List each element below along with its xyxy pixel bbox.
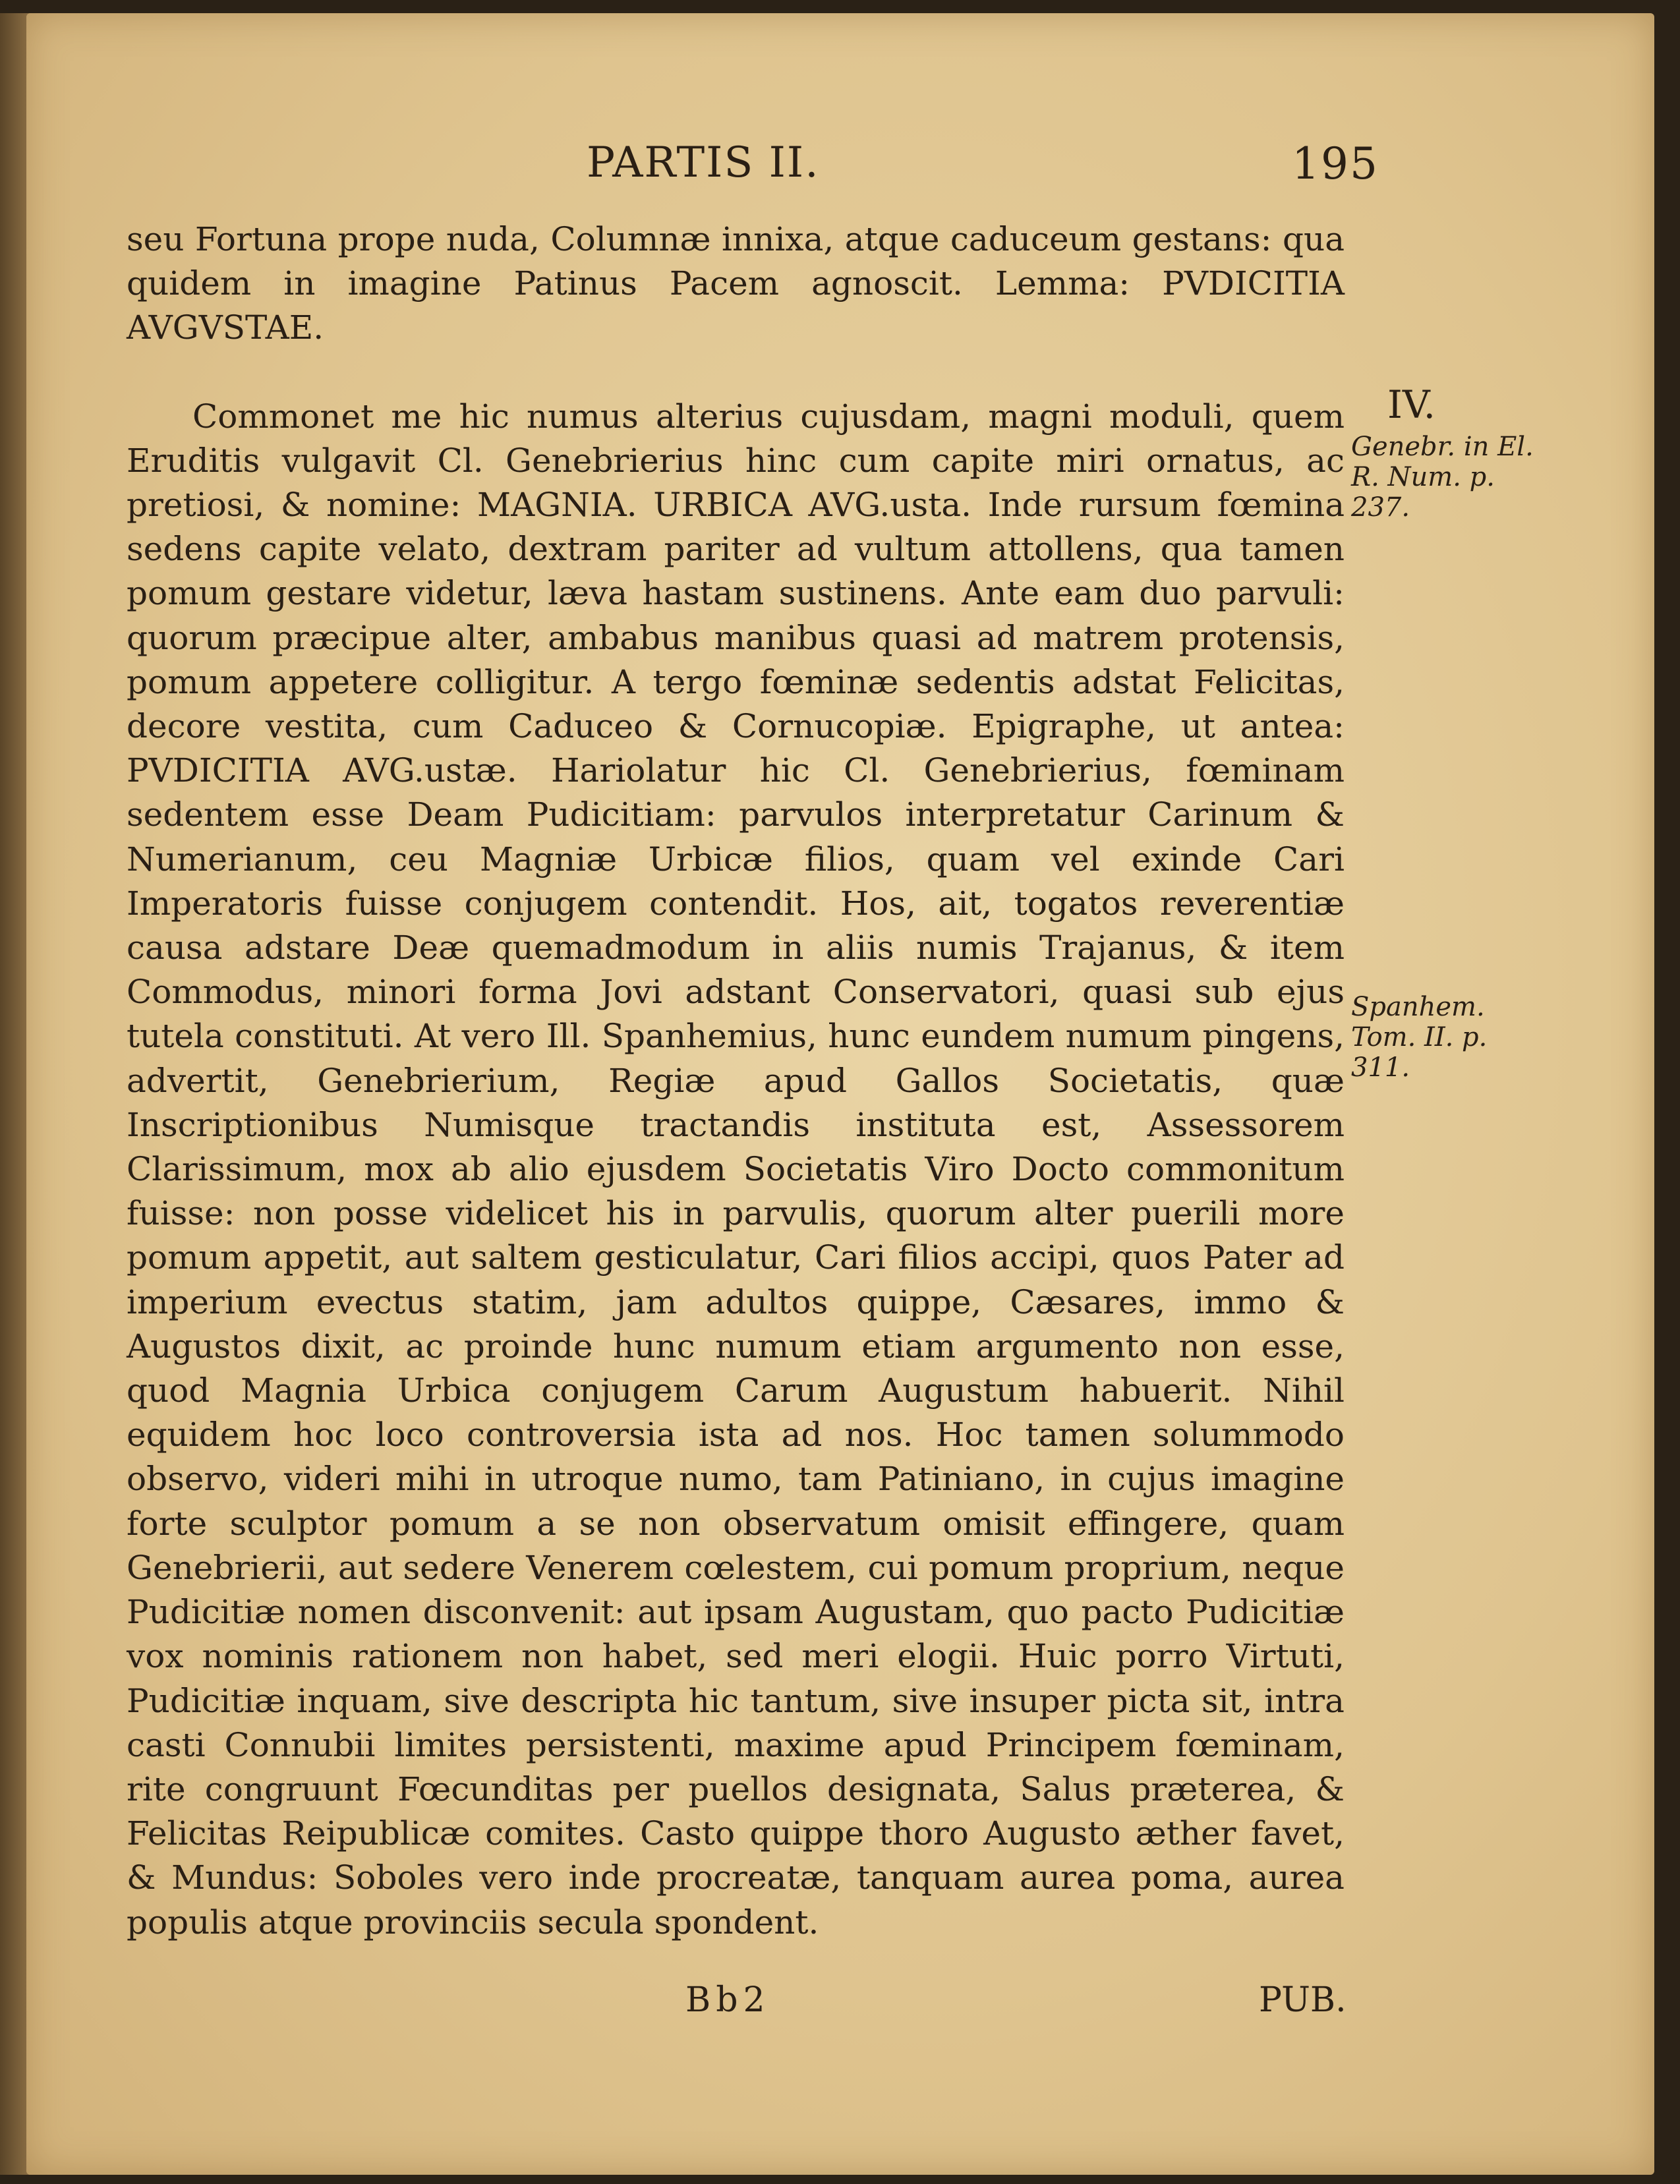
page-number: 195 bbox=[1292, 138, 1379, 189]
paragraph-2: Commonet me hic numus alterius cujusdam, magni moduli, quem Eruditis vulgavit Cl. Genebrierius hinc cum capite miri ornatus, ac pretiosi, & nomine: MAGNIA. URBICA AVG.usta. Inde rursum fœmina sedens capite velato, dextram pariter ad vultum attollens, qua tamen pomum gestare videtur, læva hastam sustinens. Ante eam duo parvuli: quorum præcipue alter, ambabus manibus quasi ad matrem protensis, pomum appetere colligitur. A tergo fœminæ sedentis adstat Felicitas, decore vestita, cum Caduceo & Cornucopiæ. Epigraphe, ut antea: PVDICITIA AVG.ustæ. Hariolatur hic Cl. Genebrierius, fœminam sedentem esse Deam Pudicitiam: parvulos interpretatur Carinum & Numerianum, ceu Magniæ Urbicæ filios, quam vel exinde Cari Imperatoris fuisse conjugem contendit. Hos, ait, togatos reverentiæ causa adstare Deæ quemadmodum in aliis numis Trajanus, & item Commodus, minori forma Jovi adstant Conservatori, quasi sub ejus tutela constituti. At vero Ill. Spanhemius, hunc eundem numum pingens, advertit, Genebrierium, Regiæ apud Gallos Societatis, quæ Inscriptionibus Numisque tractandis instituta est, Assessorem Clarissimum, mox ab alio ejusdem Societatis Viro Docto commonitum fuisse: non posse videlicet his in parvulis, quorum alter puerili more pomum appetit, aut saltem gesticulatur, Cari filios accipi, quos Pater ad imperium evectus statim, jam adultos quippe, Cæsares, immo & Augustos dixit, ac proinde hunc numum etiam argumento non esse, quod Magnia Urbica conjugem Carum Augustum habuerit. Nihil equidem hoc loco controversia ista ad nos. Hoc tamen solummodo observo, videri mihi in utroque numo, tam Patiniano, in cujus imagine forte sculptor pomum a se non observatum omisit effingere, quam Genebrierii, aut sedere Venerem cœlestem, cui pomum proprium, neque Pudicitiæ nomen disconvenit: aut ipsam Augustam, quo pacto Pudicitiæ vox nominis rationem non habet, sed meri elogii. Huic porro Virtuti, Pudicitiæ inquam, sive descripta hic tantum, sive insuper picta sit, intra casti Connubii limites persistenti, maxime apud Principem fœminam, rite congruunt Fœcunditas per puellos designata, Salus præterea, & Felicitas Reipublicæ comites. Casto quippe thoro Augusto æther favet, & Mundus: Soboles vero inde procreatæ, tanquam aurea poma, aurea populis atque provinciis secula spondent. bbox=[127, 397, 1345, 1941]
running-title: PARTIS II. bbox=[587, 138, 820, 187]
catchword: PUB. bbox=[1259, 1980, 1347, 2020]
margin-section-number: IV. bbox=[1387, 382, 1436, 427]
running-header bbox=[0, 138, 1680, 198]
margin-note-spanheim: Spanhem. Tom. II. p. 311. bbox=[1351, 992, 1488, 1083]
paragraph-1: seu Fortuna prope nuda, Columnæ innixa, atque caduceum gestans: qua quidem in imagine Patinus Pacem agnoscit. Lemma: PVDICITIA AVGVSTAE. bbox=[127, 220, 1345, 347]
signature-mark: Bb2 bbox=[685, 1980, 770, 2020]
page-footer bbox=[0, 1980, 1680, 2033]
main-text bbox=[127, 217, 1345, 1945]
margin-note-genebrier: Genebr. in El. R. Num. p. 237. bbox=[1351, 432, 1534, 523]
